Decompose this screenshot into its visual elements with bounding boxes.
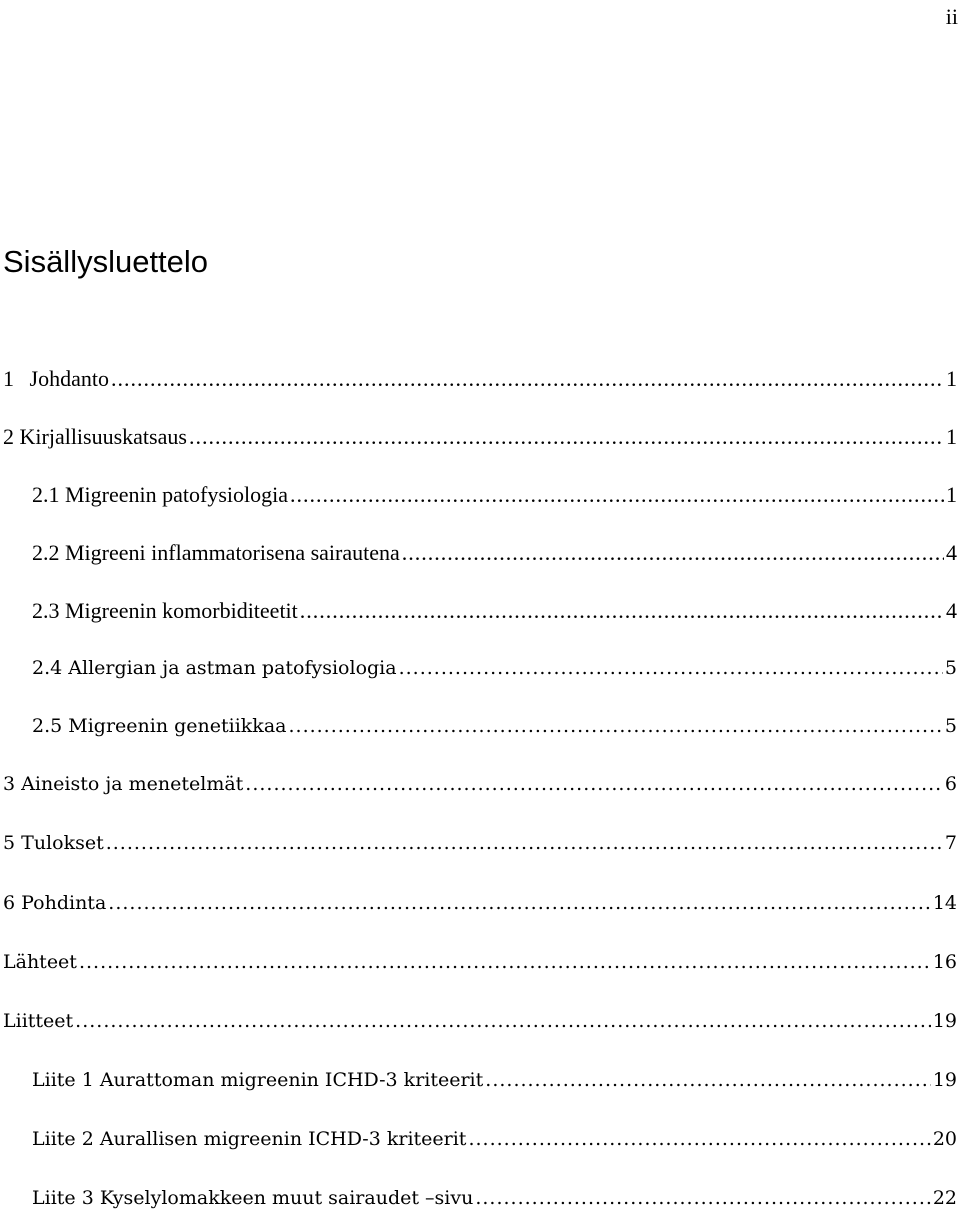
toc-title: Sisällysluettelo	[3, 244, 209, 279]
toc-entry-label: Migreeni inflammatorisena sairautena	[65, 540, 400, 565]
dot-leader	[402, 540, 944, 566]
dot-leader	[75, 1010, 931, 1032]
dot-leader	[485, 1069, 931, 1091]
toc-entry-page: 4	[946, 598, 957, 623]
dot-leader	[300, 598, 944, 624]
toc-entry-number: 2.1	[32, 482, 60, 507]
toc-entry-liitteet[interactable]	[3, 1010, 957, 1044]
toc-entry-page: 6	[944, 773, 957, 795]
toc-entry-label: Kirjallisuuskatsaus	[19, 424, 187, 449]
page-number: ii	[945, 4, 958, 29]
toc-entry-kirjallisuuskatsaus[interactable]	[3, 424, 957, 458]
dot-leader	[106, 832, 943, 854]
toc-entry-page: 1	[946, 482, 957, 507]
toc-entry-label: Tulokset	[21, 832, 104, 854]
toc-entry-label: Migreenin patofysiologia	[65, 482, 289, 507]
toc-entry-johdanto[interactable]	[3, 366, 957, 400]
toc-entry-page: 20	[932, 1128, 957, 1150]
toc-entry-liite-3[interactable]	[32, 1187, 957, 1221]
toc-entry-number: 2	[3, 424, 14, 449]
toc-entry-page: 5	[944, 715, 957, 737]
toc-entry-2-1[interactable]	[32, 482, 957, 516]
toc-entry-page: 14	[932, 892, 957, 914]
toc-entry-number: 5	[3, 832, 16, 854]
toc-entry-label: Liite 2 Aurallisen migreenin ICHD-3 kriteerit	[32, 1128, 467, 1150]
toc-entry-label: Allergian ja astman patofysiologia	[68, 657, 397, 679]
toc-entry-liite-1[interactable]	[32, 1069, 957, 1103]
dot-leader	[245, 773, 943, 795]
toc-entry-lahteet[interactable]	[3, 951, 957, 985]
toc-entry-2-2[interactable]	[32, 540, 957, 574]
dot-leader	[189, 424, 944, 450]
toc-entry-label: Liitteet	[3, 1010, 74, 1032]
toc-entry-liite-2[interactable]	[32, 1128, 957, 1162]
toc-entry-page: 4	[946, 540, 957, 565]
toc-entry-label: Lähteet	[3, 951, 77, 973]
dot-leader	[79, 951, 931, 973]
toc-entry-2-5[interactable]	[32, 715, 957, 749]
dot-leader	[399, 657, 943, 679]
dot-leader	[468, 1128, 930, 1150]
toc-entry-page: 19	[932, 1010, 957, 1032]
toc-entry-label: Aineisto ja menetelmät	[21, 773, 244, 795]
toc-entry-2-3[interactable]	[32, 598, 957, 632]
toc-entry-number: 2.4	[32, 657, 63, 679]
toc-entry-tulokset[interactable]	[3, 832, 957, 866]
toc-entry-label: Pohdinta	[21, 892, 107, 914]
dot-leader	[475, 1187, 930, 1209]
toc-entry-page: 22	[932, 1187, 957, 1209]
toc-entry-label: Liite 1 Aurattoman migreenin ICHD-3 kriteerit	[32, 1069, 484, 1091]
toc-entry-label: Liite 3 Kyselylomakkeen muut sairaudet –sivu	[32, 1187, 474, 1209]
dot-leader	[108, 892, 931, 914]
toc-entry-page: 5	[944, 657, 957, 679]
toc-entry-number: 3	[3, 773, 16, 795]
toc-entry-label: Migreenin komorbiditeetit	[65, 598, 298, 623]
toc-entry-aineisto[interactable]	[3, 773, 957, 807]
toc-entry-label: Migreenin genetiikkaa	[68, 715, 287, 737]
toc-entry-number: 2.3	[32, 598, 60, 623]
toc-entry-page: 7	[944, 832, 957, 854]
dot-leader	[288, 715, 942, 737]
toc-entry-label: Johdanto	[29, 366, 109, 391]
toc-entry-number: 1	[3, 366, 14, 391]
toc-entry-2-4[interactable]	[32, 657, 957, 691]
dot-leader	[290, 482, 944, 508]
toc-entry-page: 1	[946, 366, 957, 391]
toc-entry-page: 1	[946, 424, 957, 449]
dot-leader	[111, 366, 944, 392]
toc-entry-pohdinta[interactable]	[3, 892, 957, 926]
toc-entry-page: 16	[932, 951, 957, 973]
toc-entry-number: 2.5	[32, 715, 63, 737]
toc-entry-page: 19	[932, 1069, 957, 1091]
toc-entry-number: 6	[3, 892, 16, 914]
toc-entry-number: 2.2	[32, 540, 60, 565]
